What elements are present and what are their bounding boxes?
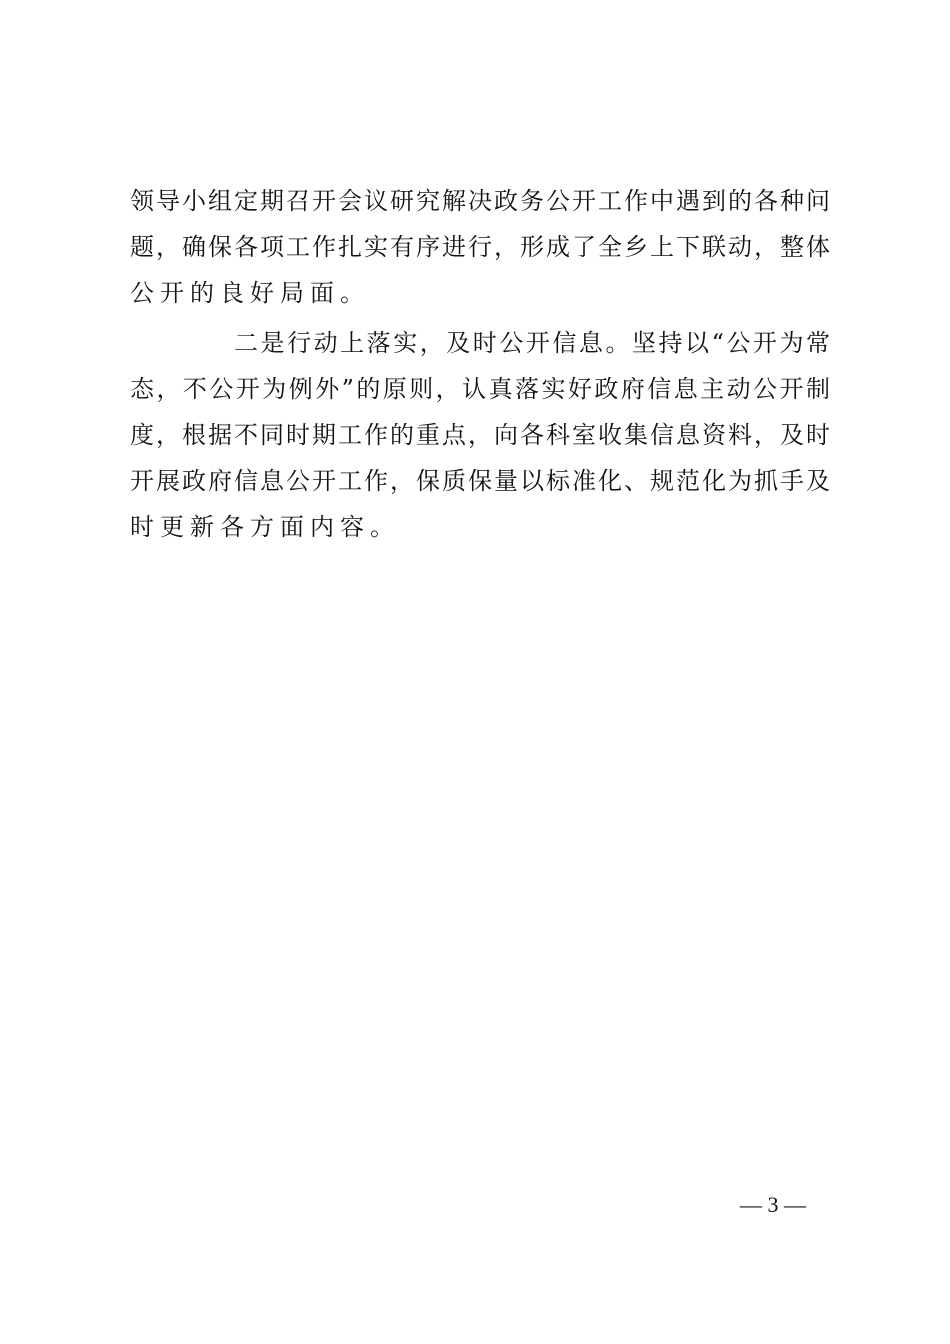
paragraph-line: 度，根据不同时期工作的重点，向各科室收集信息资料，及时 [130,421,830,449]
paragraph-line: 开展政府信息公开工作，保质保量以标准化、规范化为抓手及 [130,467,830,495]
document-body [130,178,830,550]
paragraph-2 [130,320,830,550]
paragraph-line: 态，不公开为例外”的原则，认真落实好政府信息主动公开制 [130,375,830,403]
paragraph-line: 公开的良好局面。 [130,279,370,307]
paragraph-line: 题，确保各项工作扎实有序进行，形成了全乡上下联动，整体 [130,233,830,261]
page-number: — 3 — [740,1192,806,1217]
paragraph-1 [130,178,830,316]
paragraph-line: 领导小组定期召开会议研究解决政务公开工作中遇到的各种问 [130,187,830,215]
paragraph-line: 时更新各方面内容。 [130,513,400,541]
paragraph-line: 二是行动上落实，及时公开信息。坚持以“公开为常 [234,329,830,357]
